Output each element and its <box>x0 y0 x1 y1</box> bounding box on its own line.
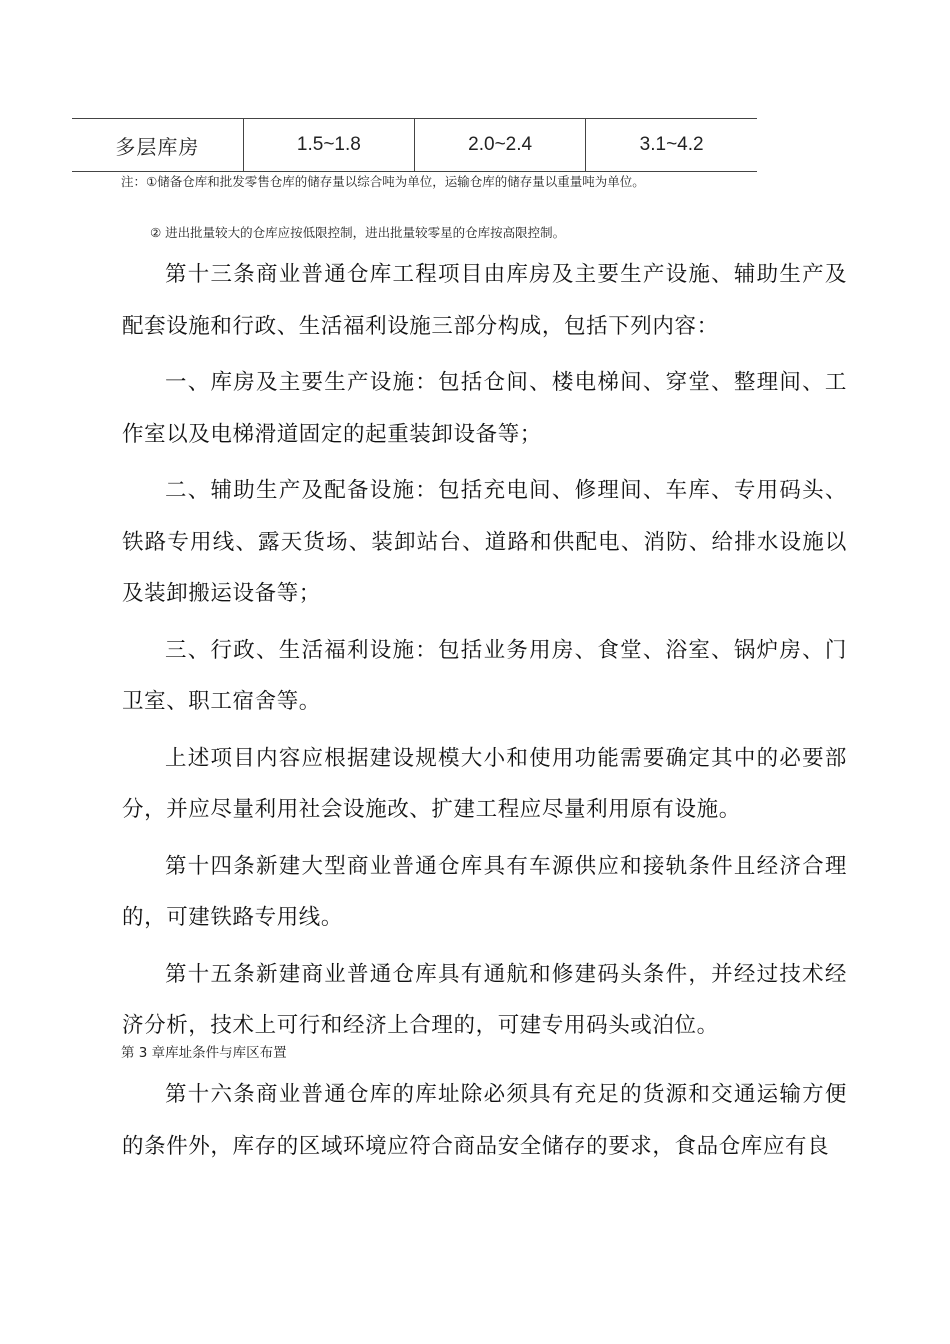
table-note-1: 注：①储备仓库和批发零售仓库的储存量以综合吨为单位，运输仓库的储存量以重量吨为单位。 <box>121 174 645 189</box>
table-cell: 3.1~4.2 <box>586 119 757 172</box>
table-note-2: ② 进出批量较大的仓库应按低限控制，进出批量较零星的仓库按高限控制。 <box>150 225 566 240</box>
table-row-label: 多层库房 <box>72 119 243 172</box>
table-cell: 2.0~2.4 <box>415 119 586 172</box>
table-cell: 1.5~1.8 <box>243 119 414 172</box>
paragraph-article-14: 第十四条新建大型商业普通仓库具有车源供应和接轨条件且经济合理的，可建铁路专用线。 <box>122 853 847 930</box>
table-row <box>72 119 757 172</box>
body-text-continued <box>122 1069 847 1172</box>
body-text <box>122 249 847 1052</box>
paragraph-article-16: 第十六条商业普通仓库的库址除必须具有充足的货源和交通运输方便的条件外，库存的区域环境应符合商品安全储存的要求，食品仓库应有良 <box>122 1082 847 1159</box>
paragraph-item-3: 三、行政、生活福利设施：包括业务用房、食堂、浴室、锅炉房、门卫室、职工宿舍等。 <box>122 637 847 714</box>
paragraph-article-13: 第十三条商业普通仓库工程项目由库房及主要生产设施、辅助生产及配套设施和行政、生活福利设施三部分构成，包括下列内容： <box>122 262 847 339</box>
paragraph-article-15: 第十五条新建商业普通仓库具有通航和修建码头条件，并经过技术经济分析，技术上可行和经济上合理的，可建专用码头或泊位。 <box>122 961 847 1038</box>
storage-ratio-table <box>72 118 757 172</box>
chapter-heading: 第 3 章库址条件与库区布置 <box>121 1045 287 1061</box>
paragraph-item-1: 一、库房及主要生产设施：包括仓间、楼电梯间、穿堂、整理间、工作室以及电梯滑道固定的起重装卸设备等； <box>122 370 847 447</box>
paragraph-item-2: 二、辅助生产及配备设施：包括充电间、修理间、车库、专用码头、铁路专用线、露天货场、装卸站台、道路和供配电、消防、给排水设施以及装卸搬运设备等； <box>122 478 847 606</box>
paragraph-project-content: 上述项目内容应根据建设规模大小和使用功能需要确定其中的必要部分，并应尽量利用社会设施改、扩建工程应尽量利用原有设施。 <box>122 745 847 822</box>
